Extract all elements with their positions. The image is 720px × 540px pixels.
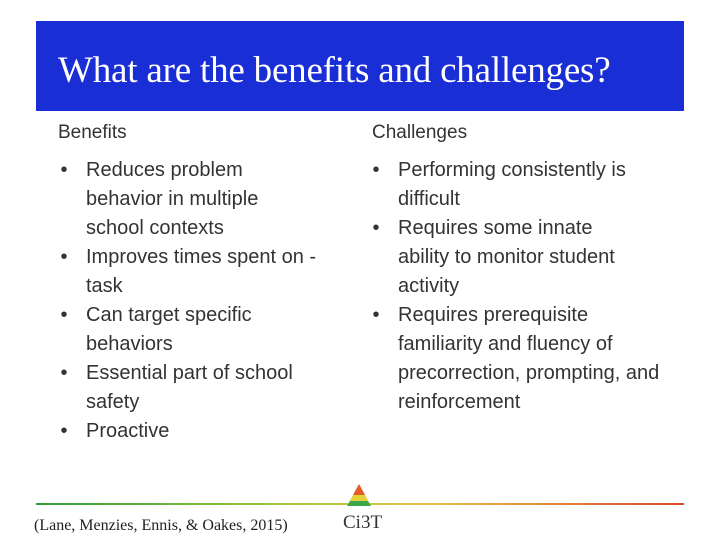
benefits-heading: Benefits [58, 122, 127, 143]
list-item: • Reduces problem behavior in multiple school contexts [54, 156, 354, 243]
benefits-list [54, 156, 354, 446]
citation: (Lane, Menzies, Ennis, & Oakes, 2015) [34, 517, 288, 534]
title-bar [36, 21, 684, 111]
bullet-icon: • [60, 159, 68, 181]
list-item: • Requires prerequisite familiarity and fluency of precorrection, prompting, and reinforcement [366, 301, 686, 417]
list-item: • Essential part of school safety [54, 359, 354, 417]
list-item: • Requires some innate ability to monitor student activity [366, 214, 686, 301]
list-item: • Can target specific behaviors [54, 301, 354, 359]
list-item: • Performing consistently is difficult [366, 156, 686, 214]
challenges-list [366, 156, 686, 417]
bullet-icon: • [60, 304, 68, 326]
list-item: • Proactive [54, 417, 354, 446]
bullet-icon: • [372, 159, 380, 181]
bullet-icon: • [60, 420, 68, 442]
logo-text: Ci3T [343, 512, 383, 533]
challenges-heading: Challenges [372, 122, 468, 143]
bullet-icon: • [372, 217, 380, 239]
bullet-icon: • [60, 362, 68, 384]
slide-title: What are the benefits and challenges? [58, 50, 611, 91]
bullet-icon: • [60, 246, 68, 268]
bullet-icon: • [372, 304, 380, 326]
list-item: • Improves times spent on -task [54, 243, 354, 301]
